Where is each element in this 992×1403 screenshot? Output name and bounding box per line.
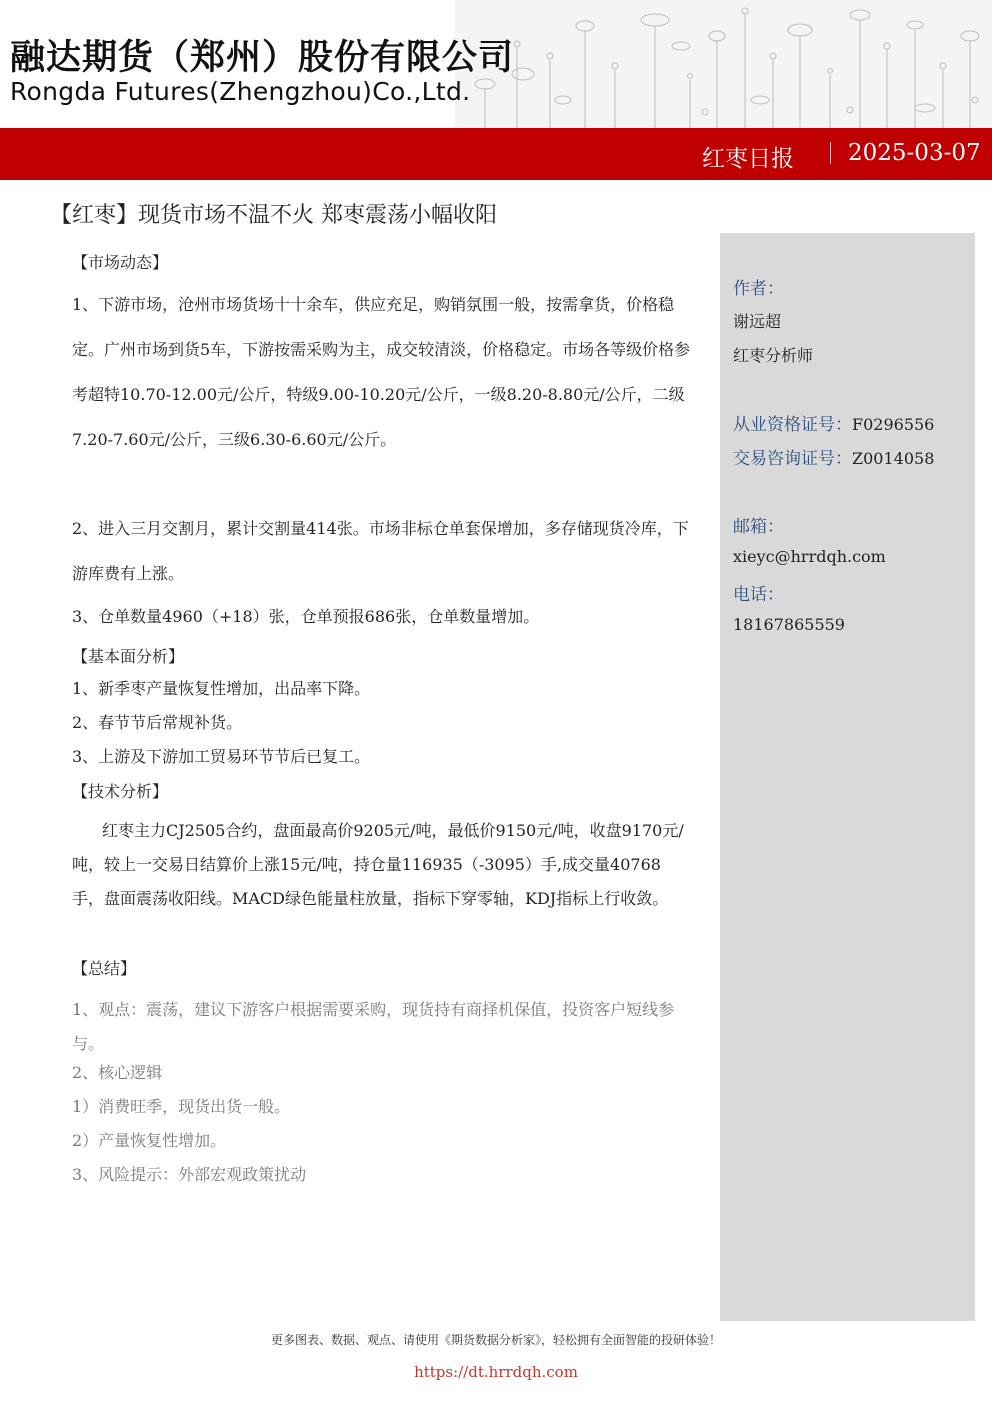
qualification-number: F0296556 bbox=[852, 415, 935, 434]
report-name: 红枣日报 bbox=[702, 146, 794, 172]
author-sidebar bbox=[720, 233, 975, 1321]
summary-logic-item: 1）消费旺季，现货出货一般。 bbox=[72, 1097, 291, 1116]
email-address[interactable]: xieyc@hrrdqh.com bbox=[733, 547, 886, 566]
decoration-graphic bbox=[455, 0, 992, 128]
report-header-bar bbox=[0, 128, 992, 180]
fundamental-section-title: 【基本面分析】 bbox=[72, 647, 185, 666]
technical-paragraph: 红枣主力CJ2505合约，盘面最高价9205元/吨，最低价9150元/吨，收盘9170元/吨，较上一交易日结算价上涨15元/吨，持仓量116935（-3095）手,成交量40768手，盘面震荡收阳线。MACD绿色能量柱放量，指标下穿零轴，KDJ指标上行收敛。 bbox=[72, 821, 684, 908]
market-paragraph-2: 2、进入三月交割月，累计交割量414张。市场非标仓单套保增加，多存储现货冷库，下游库费有上涨。 bbox=[72, 519, 689, 583]
headline: 【红枣】现货市场不温不火 郑枣震荡小幅收阳 bbox=[50, 203, 497, 228]
qualification-row bbox=[733, 410, 934, 435]
summary-section-title: 【总结】 bbox=[72, 959, 137, 978]
consult-number: Z0014058 bbox=[852, 449, 935, 468]
footer-note: 更多图表、数据、观点、请使用《期货数据分析家》，轻松拥有全面智能的投研体验！ bbox=[270, 1333, 721, 1347]
footer-link[interactable]: https://dt.hrrdqh.com bbox=[414, 1363, 578, 1381]
author-label: 作者： bbox=[733, 279, 784, 299]
summary-view: 1、观点：震荡，建议下游客户根据需要采购，现货持有商择机保值，投资客户短线参与。 bbox=[72, 1000, 675, 1053]
fundamental-item: 1、新季枣产量恢复性增加，出品率下降。 bbox=[72, 679, 371, 698]
company-name-en: Rongda Futures(Zhengzhou)Co.,Ltd. bbox=[10, 77, 471, 106]
fundamental-item: 2、春节节后常规补货。 bbox=[72, 713, 243, 732]
header-decoration bbox=[455, 0, 992, 128]
technical-section-title: 【技术分析】 bbox=[72, 782, 169, 801]
author-name: 谢远超 bbox=[733, 312, 782, 331]
phone-label: 电话： bbox=[733, 585, 784, 605]
email-label: 邮箱： bbox=[733, 517, 784, 537]
phone-number: 18167865559 bbox=[733, 615, 845, 634]
author-title: 红枣分析师 bbox=[733, 346, 814, 365]
summary-logic-title: 2、核心逻辑 bbox=[72, 1063, 163, 1082]
market-paragraph-1: 1、下游市场，沧州市场货场十十余车，供应充足，购销氛围一般，按需拿货，价格稳定。广州市场到货5车，下游按需采购为主，成交较清淡，价格稳定。市场各等级价格参考超特10.70-12.00元/公斤，特级9.00-10.20元/公斤，一级8.20-8.80元/公斤，二级7.20-7.60元/公斤，三级6.30-6.60元/公斤。 bbox=[72, 295, 691, 449]
company-name-cn: 融达期货（郑州）股份有限公司 bbox=[10, 38, 515, 78]
summary-logic-item: 2）产量恢复性增加。 bbox=[72, 1131, 227, 1150]
header-divider bbox=[830, 142, 831, 164]
consult-label: 交易咨询证号： bbox=[733, 449, 852, 469]
fundamental-item: 3、上游及下游加工贸易环节节后已复工。 bbox=[72, 747, 371, 766]
consult-row bbox=[733, 444, 934, 469]
market-paragraph-3: 3、仓单数量4960（+18）张，仓单预报686张，仓单数量增加。 bbox=[72, 607, 540, 626]
report-date: 2025-03-07 bbox=[848, 140, 981, 166]
market-section-title: 【市场动态】 bbox=[72, 253, 169, 272]
qualification-label: 从业资格证号： bbox=[733, 415, 852, 435]
summary-risk: 3、风险提示：外部宏观政策扰动 bbox=[72, 1165, 307, 1184]
